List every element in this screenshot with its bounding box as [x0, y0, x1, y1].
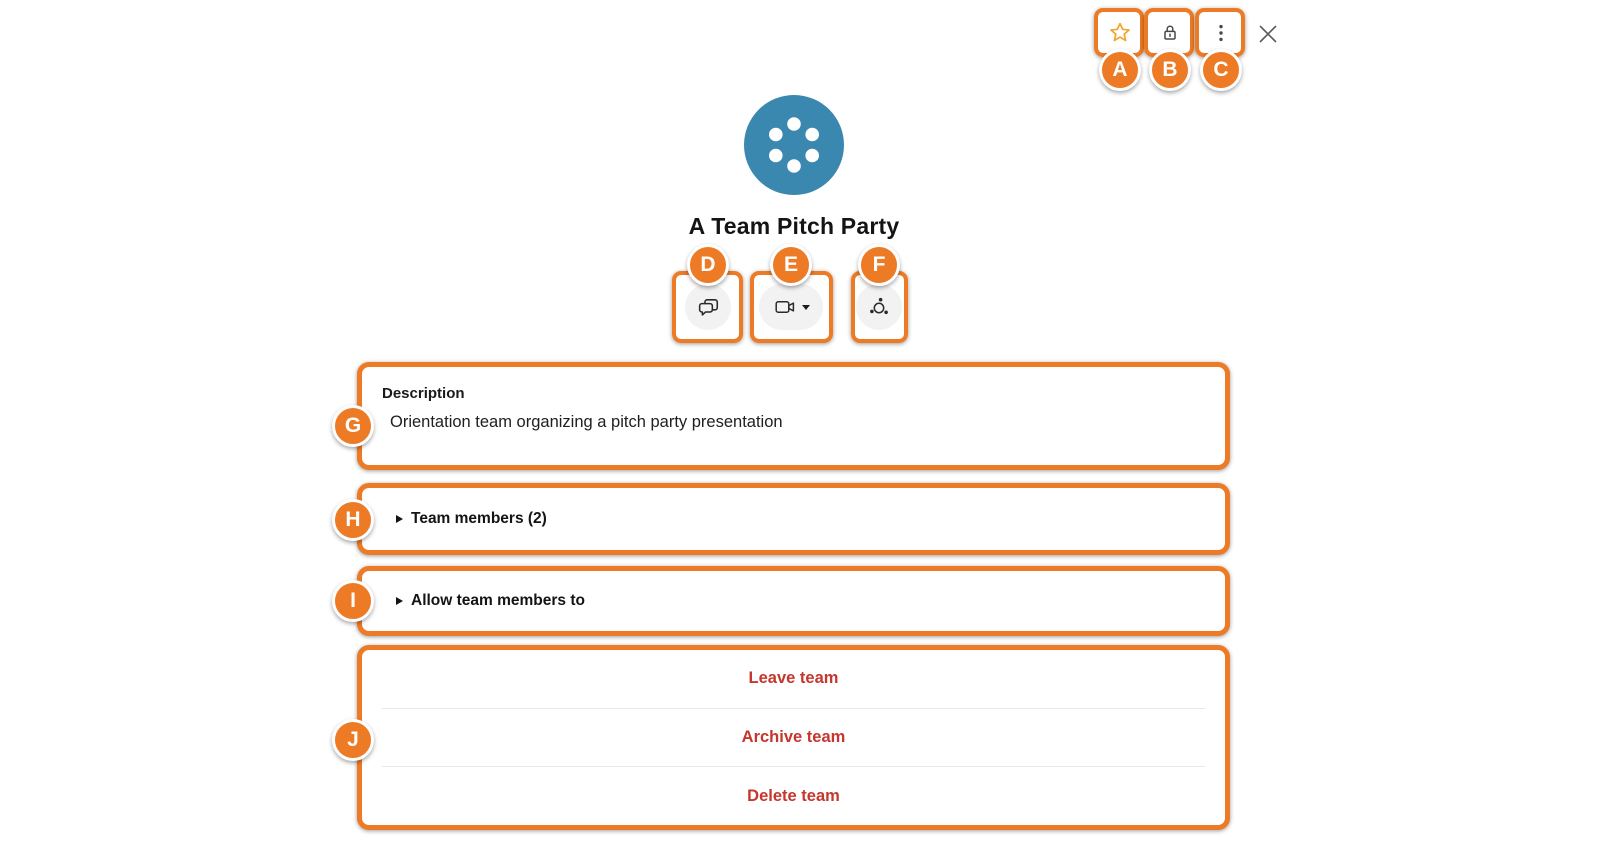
mark-badge-e: E	[770, 244, 812, 286]
ellipsis-vertical-icon	[1209, 21, 1233, 45]
close-icon	[1256, 22, 1280, 46]
triangle-right-icon	[396, 515, 403, 523]
chevron-down-icon	[802, 305, 810, 310]
description-label: Description	[382, 385, 465, 402]
description-card[interactable]	[357, 362, 1230, 470]
favorite-button[interactable]	[1098, 11, 1141, 54]
meet-button[interactable]	[759, 284, 823, 330]
team-members-section[interactable]	[357, 483, 1230, 555]
mark-badge-c: C	[1200, 49, 1242, 91]
star-icon	[1107, 20, 1133, 46]
more-actions-button[interactable]	[1199, 11, 1242, 54]
danger-actions-card	[357, 645, 1230, 830]
mark-badge-f: F	[858, 244, 900, 286]
mark-badge-b: B	[1149, 49, 1191, 91]
mark-badge-d: D	[687, 244, 729, 286]
team-dots-icon	[744, 95, 844, 195]
chat-icon	[696, 295, 721, 320]
danger-actions-list	[362, 650, 1225, 825]
close-button[interactable]	[1256, 22, 1280, 46]
description-text: Orientation team organizing a pitch party presentation	[390, 413, 783, 431]
mark-badge-j: J	[332, 719, 374, 761]
permissions-label: Allow team members to	[411, 592, 585, 609]
team-name: A Team Pitch Party	[688, 213, 900, 239]
permissions-header[interactable]	[362, 571, 1225, 631]
mark-badge-h: H	[332, 499, 374, 541]
team-members-label: Team members (2)	[411, 510, 547, 527]
triangle-right-icon	[396, 597, 403, 605]
team-members-header[interactable]	[362, 488, 1225, 550]
message-button[interactable]	[685, 284, 731, 330]
lock-icon	[1158, 21, 1182, 45]
leave-team-button[interactable]: Leave team	[748, 669, 839, 688]
mark-badge-g: G	[332, 405, 374, 447]
team-avatar	[744, 95, 844, 195]
archive-team-button[interactable]: Archive team	[741, 728, 846, 746]
permissions-section[interactable]	[357, 566, 1230, 636]
mark-badge-a: A	[1099, 49, 1141, 91]
mark-badge-i: I	[332, 580, 374, 622]
delete-team-button[interactable]: Delete team	[747, 786, 840, 805]
huddle-button[interactable]	[856, 284, 902, 330]
people-icon	[867, 295, 891, 319]
video-camera-icon	[773, 295, 797, 319]
privacy-button[interactable]	[1148, 11, 1191, 54]
